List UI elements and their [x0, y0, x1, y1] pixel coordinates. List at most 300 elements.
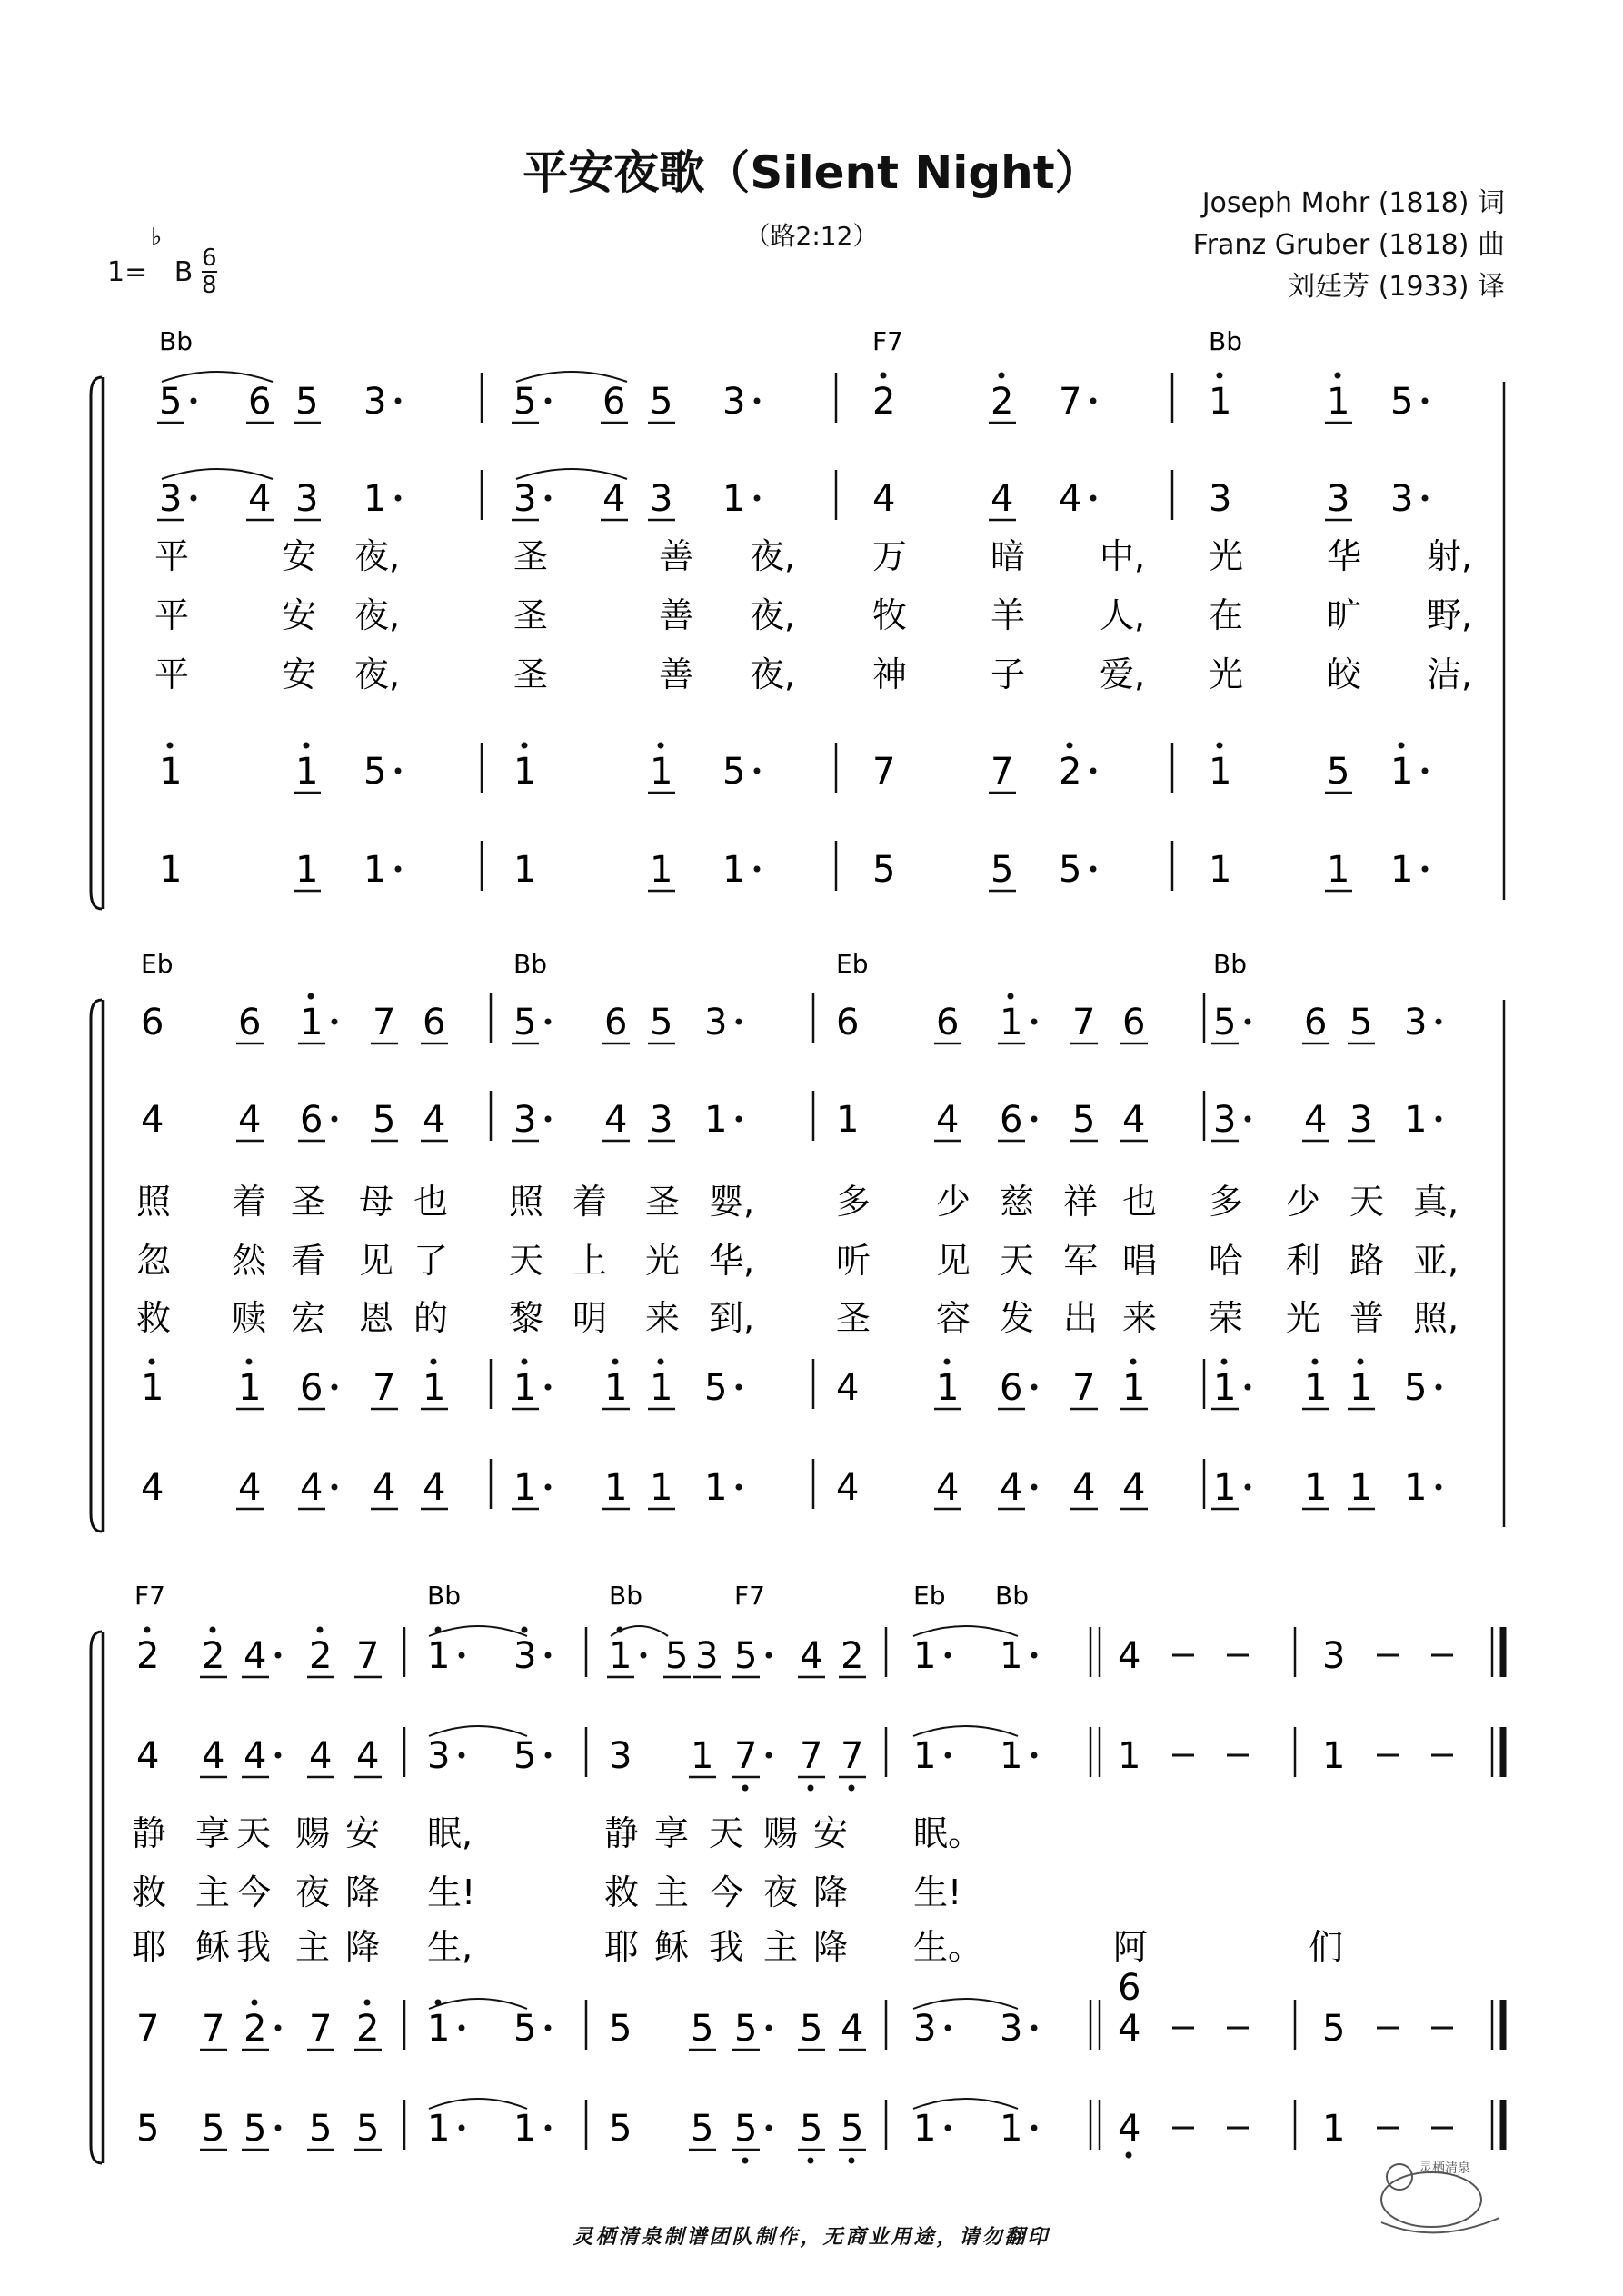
- note-digit: 4: [309, 1735, 333, 1777]
- note-digit: 7: [309, 2008, 333, 2050]
- high-dot-mark: [1335, 373, 1341, 379]
- note-digit: 4: [356, 1735, 380, 1777]
- dot-mark: [736, 1384, 742, 1391]
- high-dot-mark: [522, 743, 528, 749]
- high-dot-mark: [612, 1359, 619, 1365]
- flat-icon: ♭: [151, 224, 163, 251]
- dot-mark: [766, 2125, 772, 2131]
- lyric-char: 圣: [291, 1182, 326, 1222]
- note-digit: 3: [609, 1735, 632, 1777]
- lyric-char: 忽: [136, 1241, 172, 1281]
- note-digit: 5: [295, 381, 319, 423]
- lyric-char: 牧: [872, 595, 908, 635]
- lyric-char: 夜,: [750, 595, 796, 635]
- lyric-char: 人,: [1100, 595, 1146, 635]
- chord-symbol: Bb: [1209, 326, 1242, 356]
- note-digit: 1: [1118, 1735, 1141, 1777]
- note-digit: 2: [202, 1635, 225, 1677]
- note-digit: 1: [141, 1367, 164, 1409]
- note-digit: 5: [1213, 1002, 1237, 1043]
- lyric-char: 的: [413, 1298, 449, 1338]
- lyric-char: 着: [573, 1182, 608, 1222]
- lyric-char: 然: [232, 1241, 267, 1281]
- lyric-char: 了: [413, 1241, 449, 1281]
- note-digit: 4: [836, 1367, 860, 1409]
- note-digit: 6: [604, 1002, 628, 1043]
- note-digit: 1: [427, 2008, 451, 2050]
- high-dot-mark: [1217, 743, 1223, 749]
- lyric-char: 今: [709, 1872, 744, 1912]
- note-digit: 7: [373, 1367, 396, 1409]
- note-digit: 7: [800, 1735, 823, 1777]
- note-digit: 6: [836, 1002, 860, 1043]
- low-dot-mark: [742, 1785, 749, 1792]
- note-digit: 4: [1000, 1467, 1023, 1509]
- dot-mark: [395, 866, 402, 873]
- dot-mark: [945, 1652, 951, 1659]
- dot-mark: [1436, 1384, 1442, 1391]
- chord-symbol: Bb: [427, 1581, 461, 1611]
- note-digit: 1: [513, 751, 537, 793]
- low-dot-mark: [742, 2158, 749, 2164]
- high-dot-mark: [1221, 1359, 1228, 1365]
- lyric-char: 出: [1063, 1298, 1099, 1338]
- lyric-char: 主: [195, 1872, 231, 1912]
- dot-mark: [945, 2025, 951, 2031]
- note-digit: 5: [872, 849, 896, 891]
- note-digit: 2: [136, 1635, 160, 1677]
- lyricist-credit: Joseph Mohr (1818) 词: [1201, 187, 1505, 219]
- note-digit: 4: [1118, 2108, 1141, 2150]
- lyric-char: 听: [836, 1241, 871, 1281]
- note-digit: 3: [159, 478, 183, 520]
- lyric-char: 降: [345, 1872, 381, 1912]
- lyric-char: 主: [654, 1872, 690, 1912]
- high-dot-mark: [1008, 993, 1014, 1000]
- lyric-char: 夜: [295, 1872, 331, 1912]
- note-digit: 2: [1059, 751, 1082, 793]
- note-digit: 1: [1209, 849, 1232, 891]
- dot-mark: [1031, 2025, 1038, 2031]
- note-digit: 7: [1072, 1367, 1096, 1409]
- lyric-char: 圣: [513, 536, 549, 576]
- lyric-char: 天: [1000, 1241, 1035, 1281]
- note-digit: 1: [1404, 1467, 1428, 1509]
- note-digit: 5: [841, 2108, 864, 2150]
- dot-mark: [754, 495, 761, 502]
- note-digit: 5: [202, 2108, 225, 2150]
- note-digit: 5: [650, 381, 673, 423]
- dot-mark: [275, 2125, 282, 2131]
- lyric-char: 生!: [427, 1872, 476, 1912]
- note-digit: 1: [609, 1635, 632, 1677]
- note-digit: 3: [695, 1635, 719, 1677]
- note-digit: 6: [1304, 1002, 1328, 1043]
- note-digit: 6: [141, 1002, 164, 1043]
- dot-mark: [395, 398, 402, 404]
- dot-mark: [1031, 1019, 1038, 1025]
- high-dot-mark: [144, 1627, 151, 1633]
- dot-mark: [545, 1652, 552, 1659]
- note-digit: 1: [1213, 1367, 1237, 1409]
- note-digit: 1: [604, 1367, 628, 1409]
- note-digit: 5: [1349, 1002, 1373, 1043]
- note-digit: 3: [427, 1735, 451, 1777]
- note-digit: 7: [734, 1735, 758, 1777]
- note-digit: 3: [704, 1002, 728, 1043]
- note-digit: 5: [159, 381, 183, 423]
- note-digit: 5: [609, 2108, 632, 2150]
- note-digit: 3: [1327, 478, 1350, 520]
- dot-mark: [1422, 866, 1429, 873]
- note-digit: 5: [650, 1002, 673, 1043]
- lyric-char: 善: [659, 536, 694, 576]
- lyric-char: 夜,: [750, 654, 796, 694]
- note-digit: 1: [650, 1467, 673, 1509]
- note-digit: 3: [650, 478, 673, 520]
- dot-mark: [1436, 1484, 1442, 1491]
- lyric-char: 华: [1327, 536, 1362, 576]
- lyric-char: 羊: [991, 595, 1026, 635]
- note-digit: 5: [136, 2108, 160, 2150]
- dot-mark: [275, 1752, 282, 1759]
- lyric-char: 光: [645, 1241, 681, 1281]
- note-digit: 1: [1213, 1467, 1237, 1509]
- dot-mark: [1031, 1652, 1038, 1659]
- note-digit: 2: [841, 1635, 864, 1677]
- lyric-char: 皎: [1327, 654, 1362, 694]
- note-digit: 5: [609, 2008, 632, 2050]
- high-dot-mark: [308, 993, 314, 1000]
- dot-mark: [736, 1116, 742, 1123]
- lyric-char: 天: [709, 1813, 744, 1853]
- lyric-char: 圣: [513, 595, 549, 635]
- note-digit: 4: [423, 1099, 446, 1141]
- note-digit: 6: [300, 1099, 324, 1141]
- lyric-char: 到,: [709, 1298, 755, 1338]
- note-digit: 1: [704, 1467, 728, 1509]
- lyric-char: 静: [132, 1813, 167, 1853]
- note-digit: 7: [356, 1635, 380, 1677]
- note-digit: 6: [1122, 1002, 1146, 1043]
- lyric-char: 耶: [132, 1927, 167, 1967]
- lyric-char: 享: [654, 1813, 690, 1853]
- note-digit: 4: [1059, 478, 1082, 520]
- note-digit: 1: [513, 2108, 537, 2150]
- dot-mark: [736, 1019, 742, 1025]
- note-digit: 3: [650, 1099, 673, 1141]
- lyric-char: 光: [1209, 536, 1244, 576]
- lyric-char: 稣: [654, 1927, 690, 1967]
- lyric-char: 黎: [509, 1298, 544, 1338]
- lyric-char: 圣: [645, 1182, 681, 1222]
- note-digit: 5: [513, 381, 537, 423]
- scripture-reference: （路2:12）: [744, 221, 879, 251]
- high-dot-mark: [658, 743, 664, 749]
- dot-mark: [1245, 1384, 1251, 1391]
- note-digit: 4: [800, 1635, 823, 1677]
- dot-mark: [754, 768, 761, 774]
- note-digit: 6: [238, 1002, 262, 1043]
- dot-mark: [459, 1752, 465, 1759]
- note-digit: 3: [513, 1635, 537, 1677]
- lyric-char: 圣: [836, 1298, 871, 1338]
- note-digit: 5: [691, 2008, 714, 2050]
- note-digit: 2: [991, 381, 1014, 423]
- note-digit: 1: [704, 1099, 728, 1141]
- dot-mark: [1031, 1484, 1038, 1491]
- dot-mark: [1031, 1116, 1038, 1123]
- note-digit: 4: [244, 1635, 267, 1677]
- note-digit: 5: [704, 1367, 728, 1409]
- note-digit: 5: [244, 2108, 267, 2150]
- lyric-char: 照: [509, 1182, 544, 1222]
- note-digit: 3: [363, 381, 387, 423]
- note-digit: 1: [300, 1002, 324, 1043]
- note-digit: 1: [650, 751, 673, 793]
- dot-mark: [275, 1652, 282, 1659]
- note-digit: 7: [872, 751, 896, 793]
- lyric-char: 见: [936, 1241, 971, 1281]
- dot-mark: [945, 1752, 951, 1759]
- lyric-char: 降: [345, 1927, 381, 1967]
- lyric-char: 恩: [359, 1298, 394, 1338]
- lyric-char: 容: [936, 1298, 971, 1338]
- note-digit: 1: [1322, 2108, 1346, 2150]
- lyric-char: 少: [1286, 1182, 1321, 1222]
- note-digit: 6: [1000, 1099, 1023, 1141]
- note-digit: 2: [872, 381, 896, 423]
- note-digit: 1: [1349, 1367, 1373, 1409]
- note-digit: 7: [991, 751, 1014, 793]
- low-dot-mark: [849, 2158, 855, 2164]
- note-digit: 5: [1404, 1367, 1428, 1409]
- lyric-char: 善: [659, 654, 694, 694]
- lyric-char: 见: [359, 1241, 394, 1281]
- note-digit: 5: [513, 2008, 537, 2050]
- note-digit: 4: [604, 1099, 628, 1141]
- note-digit: 3: [913, 2008, 937, 2050]
- lyric-char: 普: [1349, 1298, 1385, 1338]
- note-digit: 4: [141, 1099, 164, 1141]
- note-digit: 1: [1304, 1367, 1328, 1409]
- note-digit: 3: [513, 478, 537, 520]
- dot-mark: [545, 2125, 552, 2131]
- dot-mark: [1090, 866, 1097, 873]
- note-digit: 1: [1327, 381, 1350, 423]
- dot-mark: [545, 2025, 552, 2031]
- dot-mark: [459, 1652, 465, 1659]
- note-digit: 7: [136, 2008, 160, 2050]
- note-digit: 5: [1059, 849, 1082, 891]
- lyric-char: 也: [1122, 1182, 1158, 1222]
- high-dot-mark: [944, 1359, 951, 1365]
- note-digit: 5: [734, 1635, 758, 1677]
- composer-credit: Franz Gruber (1818) 曲: [1192, 229, 1505, 261]
- note-digit: 5: [363, 751, 387, 793]
- lyric-char: 平: [154, 536, 190, 576]
- lyric-char: 母: [359, 1182, 394, 1222]
- note-digit: 4: [872, 478, 896, 520]
- dot-mark: [545, 1384, 552, 1391]
- footer-notice: 灵栖清泉制谱团队制作，无商业用途，请勿翻印: [573, 2226, 1050, 2249]
- lyric-char: 眠,: [427, 1813, 473, 1853]
- note-digit: 5: [309, 2108, 333, 2150]
- note-digit: 5: [691, 2108, 714, 2150]
- low-dot-mark: [808, 2158, 814, 2164]
- note-digit: 4: [141, 1467, 164, 1509]
- note-digit: 4: [1118, 1635, 1141, 1677]
- dot-mark: [754, 866, 761, 873]
- lyric-char: 暗: [991, 536, 1026, 576]
- dot-mark: [545, 495, 552, 502]
- note-digit: 5: [1072, 1099, 1096, 1141]
- lyric-char: 安: [282, 595, 317, 635]
- note-digit: 1: [936, 1367, 960, 1409]
- note-digit: 5: [722, 751, 746, 793]
- dot-mark: [766, 2025, 772, 2031]
- dot-mark: [766, 1652, 772, 1659]
- lyric-char: 夜,: [354, 536, 401, 576]
- high-dot-mark: [252, 2000, 258, 2006]
- note-digit: 1: [913, 1735, 937, 1777]
- lyric-char: 亚,: [1413, 1241, 1459, 1281]
- note-digit: 1: [1000, 2108, 1023, 2150]
- note-digit: 1: [363, 478, 387, 520]
- logo-text: 灵栖清泉: [1419, 2161, 1470, 2176]
- lyric-char: 天: [236, 1813, 272, 1853]
- dot-mark: [766, 1752, 772, 1759]
- chord-symbol: Eb: [836, 949, 869, 979]
- time-sig-top: 6: [202, 245, 217, 272]
- note-digit: 4: [1122, 1099, 1146, 1141]
- lyric-char: 安: [282, 536, 317, 576]
- note-digit: 1: [295, 751, 319, 793]
- note-digit: 4: [841, 2008, 864, 2050]
- note-digit: 4: [1304, 1099, 1328, 1141]
- lyric-char: 夜,: [354, 654, 401, 694]
- song-title: 平安夜歌（Silent Night）: [523, 146, 1100, 199]
- note-digit: 1: [650, 849, 673, 891]
- lyric-char: 野,: [1427, 595, 1473, 635]
- lyric-char: 平: [154, 654, 190, 694]
- note-digit: 7: [841, 1735, 864, 1777]
- note-digit: 6: [423, 1002, 446, 1043]
- dot-mark: [754, 398, 761, 404]
- high-dot-mark: [1399, 743, 1405, 749]
- chord-symbol: F7: [872, 326, 903, 356]
- note-digit: 1: [1209, 381, 1232, 423]
- note-digit: 3: [1322, 1635, 1346, 1677]
- dot-mark: [641, 1652, 647, 1659]
- lyric-char: 慈: [1000, 1182, 1035, 1222]
- lyric-char: 善: [659, 595, 694, 635]
- dot-mark: [545, 1484, 552, 1491]
- note-digit: 6: [602, 381, 626, 423]
- dot-mark: [332, 1384, 338, 1391]
- lyric-char: 安: [813, 1813, 849, 1853]
- dot-mark: [1031, 1752, 1038, 1759]
- lyric-char: 子: [991, 654, 1026, 694]
- dot-mark: [395, 495, 402, 502]
- high-dot-mark: [881, 373, 887, 379]
- note-digit: 5: [734, 2008, 758, 2050]
- lyric-char: 中,: [1100, 536, 1146, 576]
- dot-mark: [1090, 495, 1097, 502]
- note-digit: 1: [913, 2108, 937, 2150]
- note-digit: 1: [1327, 849, 1350, 891]
- note-digit: 5: [991, 849, 1014, 891]
- lyric-char: 稣: [195, 1927, 231, 1967]
- high-dot-mark: [1130, 1359, 1137, 1365]
- dot-mark: [191, 398, 197, 404]
- note-digit: 1: [513, 849, 537, 891]
- note-digit: 4: [373, 1467, 396, 1509]
- key-prefix: 1=: [107, 256, 148, 288]
- note-digit: 4: [238, 1467, 262, 1509]
- note-digit: 1: [159, 849, 183, 891]
- lyric-char: 来: [645, 1298, 681, 1338]
- note-digit: 3: [1000, 2008, 1023, 2050]
- lyric-char: 主: [295, 1927, 331, 1967]
- high-dot-mark: [246, 1359, 253, 1365]
- lyric-char: 生,: [427, 1927, 473, 1967]
- high-dot-mark: [317, 1627, 324, 1633]
- lyric-char: 发: [1000, 1298, 1035, 1338]
- lyric-char: 光: [1209, 654, 1244, 694]
- lyric-char: 降: [813, 1872, 849, 1912]
- note-digit: 1: [722, 849, 746, 891]
- lyric-char: 照,: [1413, 1298, 1459, 1338]
- note-digit: 1: [1000, 1635, 1023, 1677]
- lyric-char: 享: [195, 1813, 231, 1853]
- lyric-char: 唱: [1122, 1241, 1158, 1281]
- high-dot-mark: [210, 1627, 216, 1633]
- dot-mark: [1245, 1019, 1251, 1025]
- sheep-logo-icon: [1381, 2172, 1481, 2227]
- lyric-char: 静: [604, 1813, 640, 1853]
- note-digit: 3: [1349, 1099, 1373, 1141]
- lyric-char: 我: [709, 1927, 744, 1967]
- lyric-char: 来: [1122, 1298, 1158, 1338]
- lyric-char: 救: [604, 1872, 640, 1912]
- dot-mark: [1031, 1384, 1038, 1391]
- chord-symbol: Bb: [513, 949, 547, 979]
- note-digit: 1: [836, 1099, 860, 1141]
- chord-symbol: Bb: [995, 1581, 1029, 1611]
- lyric-char: 降: [813, 1927, 849, 1967]
- key-note: B: [174, 256, 194, 288]
- dot-mark: [545, 1752, 552, 1759]
- note-digit: 6: [1000, 1367, 1023, 1409]
- system-brace: [91, 1000, 102, 1532]
- lyric-char: 夜,: [750, 536, 796, 576]
- lyric-char: 夜,: [354, 595, 401, 635]
- note-digit: 1: [1304, 1467, 1328, 1509]
- note-digit: 4: [136, 1735, 160, 1777]
- note-digit: 4: [991, 478, 1014, 520]
- lyric-char: 少: [936, 1182, 971, 1222]
- high-dot-mark: [1217, 373, 1223, 379]
- lyric-char: 救: [136, 1298, 172, 1338]
- note-digit: 4: [202, 1735, 225, 1777]
- dot-mark: [275, 2025, 282, 2031]
- note-digit: 3: [1213, 1099, 1237, 1141]
- note-digit: 3: [1390, 478, 1414, 520]
- note-digit: 1: [159, 751, 183, 793]
- high-dot-mark: [304, 743, 310, 749]
- system-brace: [91, 1632, 102, 2163]
